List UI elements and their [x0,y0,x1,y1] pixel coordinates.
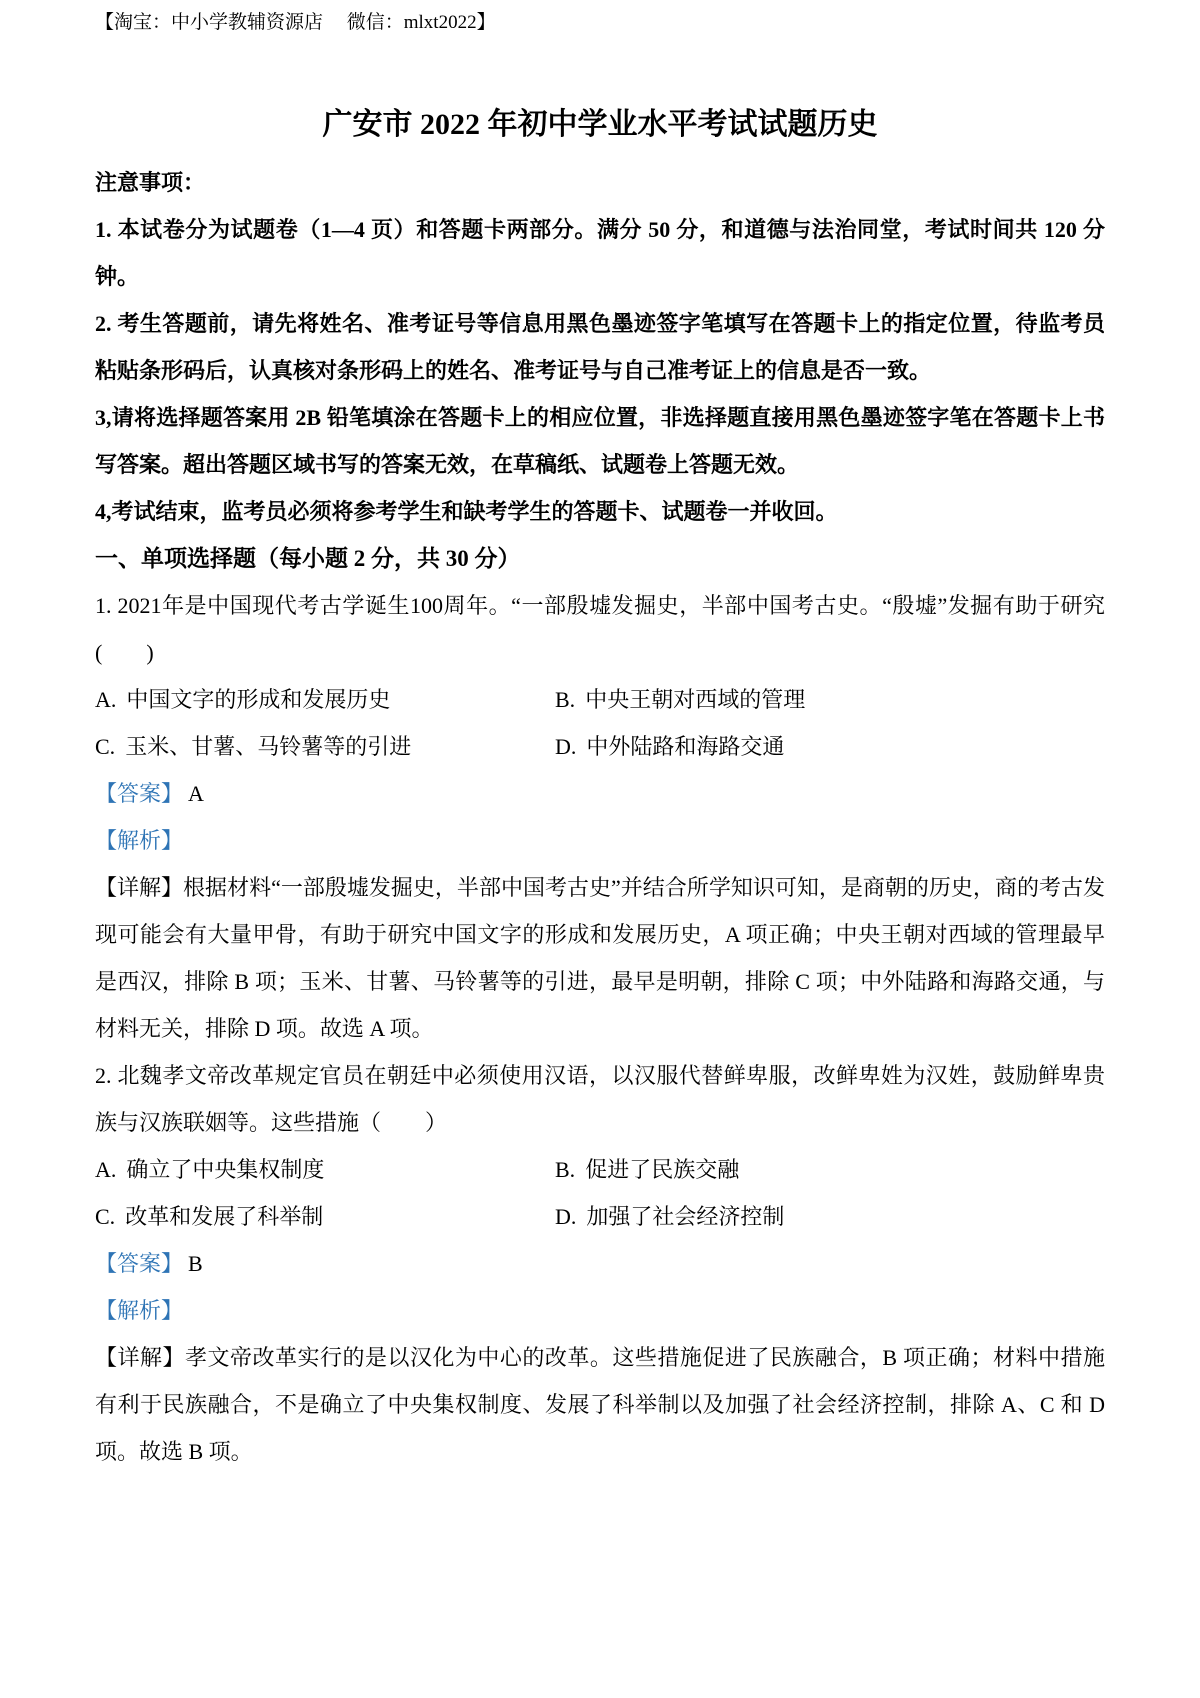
question-2-detail [95,1334,1105,1475]
question-2-answer-line [95,1240,1105,1287]
detail-text: 孝文帝改革实行的是以汉化为中心的改革。这些措施促进了民族融合，B 项正确；材料中措施有利于民族融合，不是确立了中央集权制度、发展了科举制以及加强了社会经济控制，排除 A、C 和 D 项。故选 B 项。 [95,1345,1105,1464]
analysis-label: 【解析】 [95,828,184,853]
store-watermark-header: 【淘宝：中小学教辅资源店 微信：mlxt2022】 [95,12,496,33]
option-text: 中央王朝对西域的管理 [585,687,806,712]
option-text: 玉米、甘薯、马铃薯等的引进 [125,734,412,759]
question-1-option-a [95,676,555,723]
question-2 [95,1052,1105,1475]
notice-item-4: 4,考试结束，监考员必须将参考学生和缺考学生的答题卡、试题卷一并收回。 [95,499,838,524]
answer-value: A [188,781,204,806]
notice-item-1: 1. 本试卷分为试题卷（1—4 页）和答题卡两部分。满分 50 分，和道德与法治同堂，考试时间共 120 分钟。 [95,217,1105,289]
notice-item-3: 3,请将选择题答案用 2B 铅笔填涂在答题卡上的相应位置，非选择题直接用黑色墨迹签字笔在答题卡上书写答案。超出答题区域书写的答案无效，在草稿纸、试题卷上答题无效。 [95,405,1105,477]
question-1-option-c [95,723,555,770]
question-2-options [95,1146,1105,1240]
question-1-option-b [555,676,1105,723]
notice-item-2: 2. 考生答题前，请先将姓名、准考证号等信息用黑色墨迹签字笔填写在答题卡上的指定位置，待监考员粘贴条形码后，认真核对条形码上的姓名、准考证号与自己准考证上的信息是否一致。 [95,311,1105,383]
notice-section [95,159,1105,535]
question-1 [95,582,1105,1052]
option-label: D. [555,734,577,759]
option-label: D. [555,1204,577,1229]
section-heading-multiple-choice: 一、单项选择题（每小题 2 分，共 30 分） [95,546,521,571]
option-label: A. [95,687,117,712]
question-1-answer-line [95,770,1105,817]
answer-label: 【答案】 [95,781,184,806]
question-2-option-d [555,1193,1105,1240]
question-1-analysis-line [95,817,1105,864]
question-1-stem: 1. 2021年是中国现代考古学诞生100周年。“一部殷墟发掘史，半部中国考古史。“殷墟”发掘有助于研究( ) [95,593,1105,665]
answer-label: 【答案】 [95,1251,184,1276]
option-label: B. [555,1157,576,1182]
option-label: C. [95,1204,116,1229]
option-text: 改革和发展了科举制 [125,1204,324,1229]
option-text: 确立了中央集权制度 [126,1157,325,1182]
question-2-stem: 2. 北魏孝文帝改革规定官员在朝廷中必须使用汉语，以汉服代替鲜卑服，改鲜卑姓为汉姓，鼓励鲜卑贵族与汉族联姻等。这些措施（ ） [95,1063,1105,1135]
option-text: 加强了社会经济控制 [586,1204,785,1229]
option-text: 中国文字的形成和发展历史 [126,687,391,712]
analysis-label: 【解析】 [95,1298,184,1323]
option-label: B. [555,687,576,712]
answer-value: B [188,1251,203,1276]
page-title: 广安市 2022 年初中学业水平考试试题历史 [322,108,878,141]
question-2-option-a [95,1146,555,1193]
question-2-option-c [95,1193,555,1240]
option-text: 中外陆路和海路交通 [586,734,785,759]
detail-label: 【详解】 [95,1345,185,1370]
option-text: 促进了民族交融 [585,1157,740,1182]
option-label: C. [95,734,116,759]
question-2-analysis-line [95,1287,1105,1334]
question-1-options [95,676,1105,770]
question-1-option-d [555,723,1105,770]
detail-text: 根据材料“一部殷墟发掘史，半部中国考古史”并结合所学知识可知，是商朝的历史，商的考古发现可能会有大量甲骨，有助于研究中国文字的形成和发展历史，A 项正确；中央王朝对西域的管理最早是西汉，排除 B 项；玉米、甘薯、马铃薯等的引进，最早是明朝，排除 C 项；中外陆路和海路交通，与材料无关，排除 D 项。故选 A 项。 [95,875,1105,1041]
notice-heading: 注意事项： [95,170,206,195]
option-label: A. [95,1157,117,1182]
question-2-option-b [555,1146,1105,1193]
detail-label: 【详解】 [95,875,184,900]
question-1-detail [95,864,1105,1052]
